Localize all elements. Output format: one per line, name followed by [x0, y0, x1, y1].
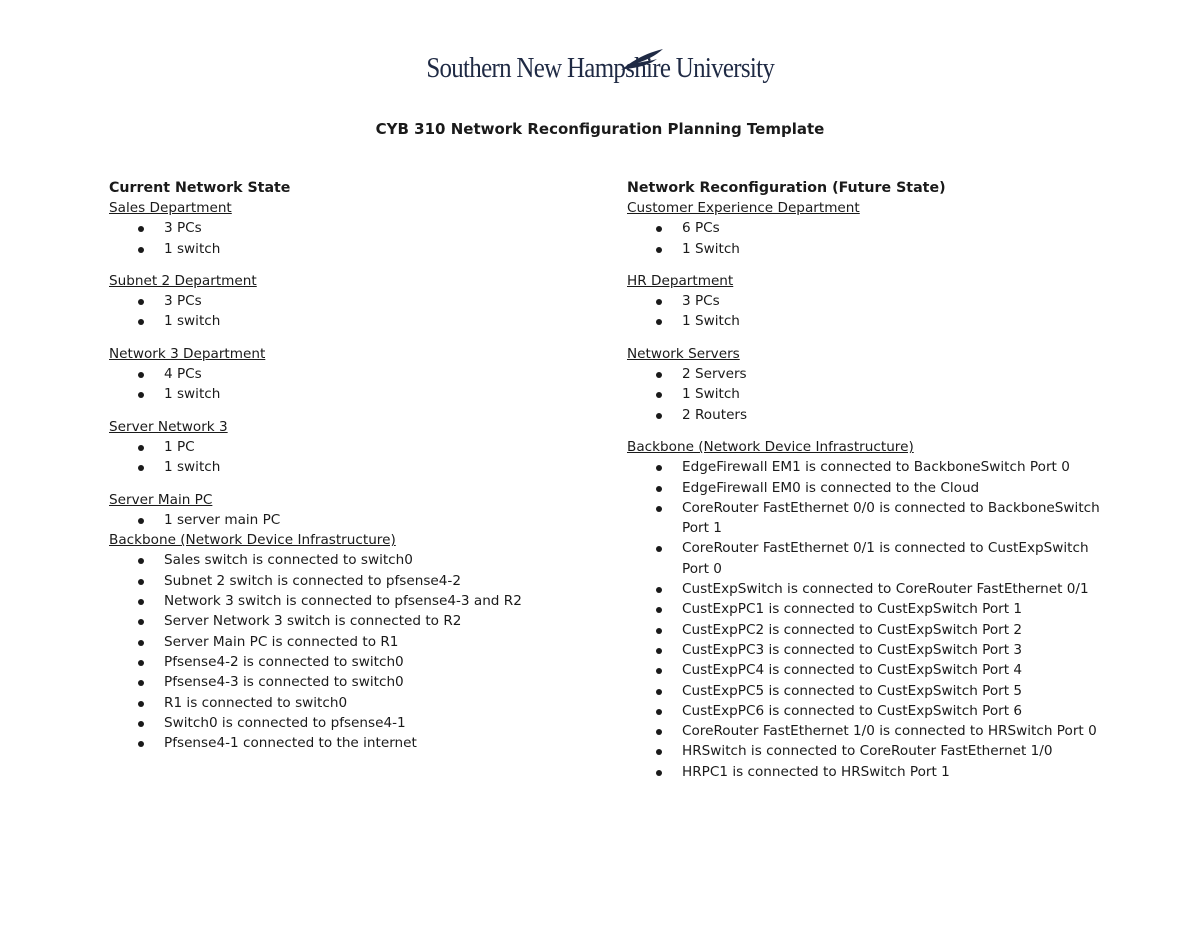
list-item: 1 switch: [109, 384, 579, 404]
list-item: Pfsense4-1 connected to the internet: [109, 733, 579, 753]
section-title: Network 3 Department: [109, 345, 266, 362]
bullet-list: [627, 218, 1102, 259]
list-item: 1 Switch: [627, 239, 1102, 259]
list-item: 1 server main PC: [109, 510, 579, 530]
section: [109, 530, 579, 753]
section: [109, 271, 579, 332]
list-item: 1 switch: [109, 239, 579, 259]
section-title: Subnet 2 Department: [109, 272, 257, 289]
list-item: EdgeFirewall EM0 is connected to the Cloud: [627, 478, 1102, 498]
section-title: Server Main PC: [109, 491, 213, 508]
list-item: Subnet 2 switch is connected to pfsense4-2: [109, 571, 579, 591]
list-item: Network 3 switch is connected to pfsense4-3 and R2: [109, 591, 579, 611]
section-title: Backbone (Network Device Infrastructure): [627, 438, 914, 455]
list-item: CustExpSwitch is connected to CoreRouter FastEthernet 0/1: [627, 579, 1102, 599]
list-item: 2 Routers: [627, 405, 1102, 425]
bullet-list: [109, 218, 579, 259]
section-title: HR Department: [627, 272, 734, 289]
bullet-list: [109, 364, 579, 405]
list-item: CoreRouter FastEthernet 0/0 is connected to BackboneSwitch Port 1: [627, 498, 1102, 539]
section: [627, 437, 1102, 782]
logo-text: Southern New Hampshire University: [426, 52, 774, 84]
future-state-heading: Network Reconfiguration (Future State): [627, 180, 946, 196]
future-sections: [627, 198, 1102, 782]
list-item: CoreRouter FastEthernet 1/0 is connected to HRSwitch Port 0: [627, 721, 1102, 741]
list-item: Pfsense4-2 is connected to switch0: [109, 652, 579, 672]
list-item: Server Main PC is connected to R1: [109, 632, 579, 652]
list-item: 2 Servers: [627, 364, 1102, 384]
list-item: CustExpPC6 is connected to CustExpSwitch Port 6: [627, 701, 1102, 721]
list-item: 1 PC: [109, 437, 579, 457]
section-title: Backbone (Network Device Infrastructure): [109, 532, 396, 549]
list-item: 3 PCs: [109, 291, 579, 311]
list-item: CoreRouter FastEthernet 0/1 is connected to CustExpSwitch Port 0: [627, 538, 1102, 579]
list-item: CustExpPC5 is connected to CustExpSwitch Port 5: [627, 681, 1102, 701]
list-item: EdgeFirewall EM1 is connected to BackboneSwitch Port 0: [627, 457, 1102, 477]
bullet-list: [109, 291, 579, 332]
list-item: R1 is connected to switch0: [109, 693, 579, 713]
section: [627, 271, 1102, 332]
list-item: Switch0 is connected to pfsense4-1: [109, 713, 579, 733]
list-item: CustExpPC2 is connected to CustExpSwitch Port 2: [627, 620, 1102, 640]
section: [109, 198, 579, 259]
section: [109, 344, 579, 405]
list-item: HRSwitch is connected to CoreRouter FastEthernet 1/0: [627, 741, 1102, 761]
list-item: 1 switch: [109, 457, 579, 477]
section-title: Network Servers: [627, 345, 740, 362]
page-title: CYB 310 Network Reconfiguration Planning Template: [375, 120, 825, 138]
list-item: Server Network 3 switch is connected to R2: [109, 611, 579, 631]
current-state-heading: Current Network State: [109, 180, 291, 196]
bullet-list: [109, 550, 579, 753]
current-state-column: [109, 178, 579, 765]
section-title: Customer Experience Department: [627, 200, 860, 216]
section-title: Server Network 3: [109, 418, 228, 435]
list-item: Sales switch is connected to switch0: [109, 550, 579, 570]
list-item: 1 switch: [109, 311, 579, 331]
list-item: 3 PCs: [627, 291, 1102, 311]
future-state-column: [627, 178, 1102, 794]
section-title: Sales Department: [109, 200, 232, 216]
list-item: CustExpPC3 is connected to CustExpSwitch Port 3: [627, 640, 1102, 660]
list-item: 3 PCs: [109, 218, 579, 238]
list-item: HRPC1 is connected to HRSwitch Port 1: [627, 762, 1102, 782]
list-item: 4 PCs: [109, 364, 579, 384]
list-item: CustExpPC4 is connected to CustExpSwitch Port 4: [627, 660, 1102, 680]
bullet-list: [627, 457, 1102, 782]
current-sections: [109, 198, 579, 753]
section: [627, 344, 1102, 425]
section: [109, 490, 579, 531]
bullet-list: [109, 510, 579, 530]
section: [109, 417, 579, 478]
bullet-list: [109, 437, 579, 478]
bullet-list: [627, 291, 1102, 332]
list-item: 1 Switch: [627, 311, 1102, 331]
list-item: 1 Switch: [627, 384, 1102, 404]
list-item: CustExpPC1 is connected to CustExpSwitch Port 1: [627, 599, 1102, 619]
bullet-list: [627, 364, 1102, 425]
list-item: 6 PCs: [627, 218, 1102, 238]
list-item: Pfsense4-3 is connected to switch0: [109, 672, 579, 692]
university-logo: [0, 52, 1200, 85]
section: [627, 198, 1102, 259]
